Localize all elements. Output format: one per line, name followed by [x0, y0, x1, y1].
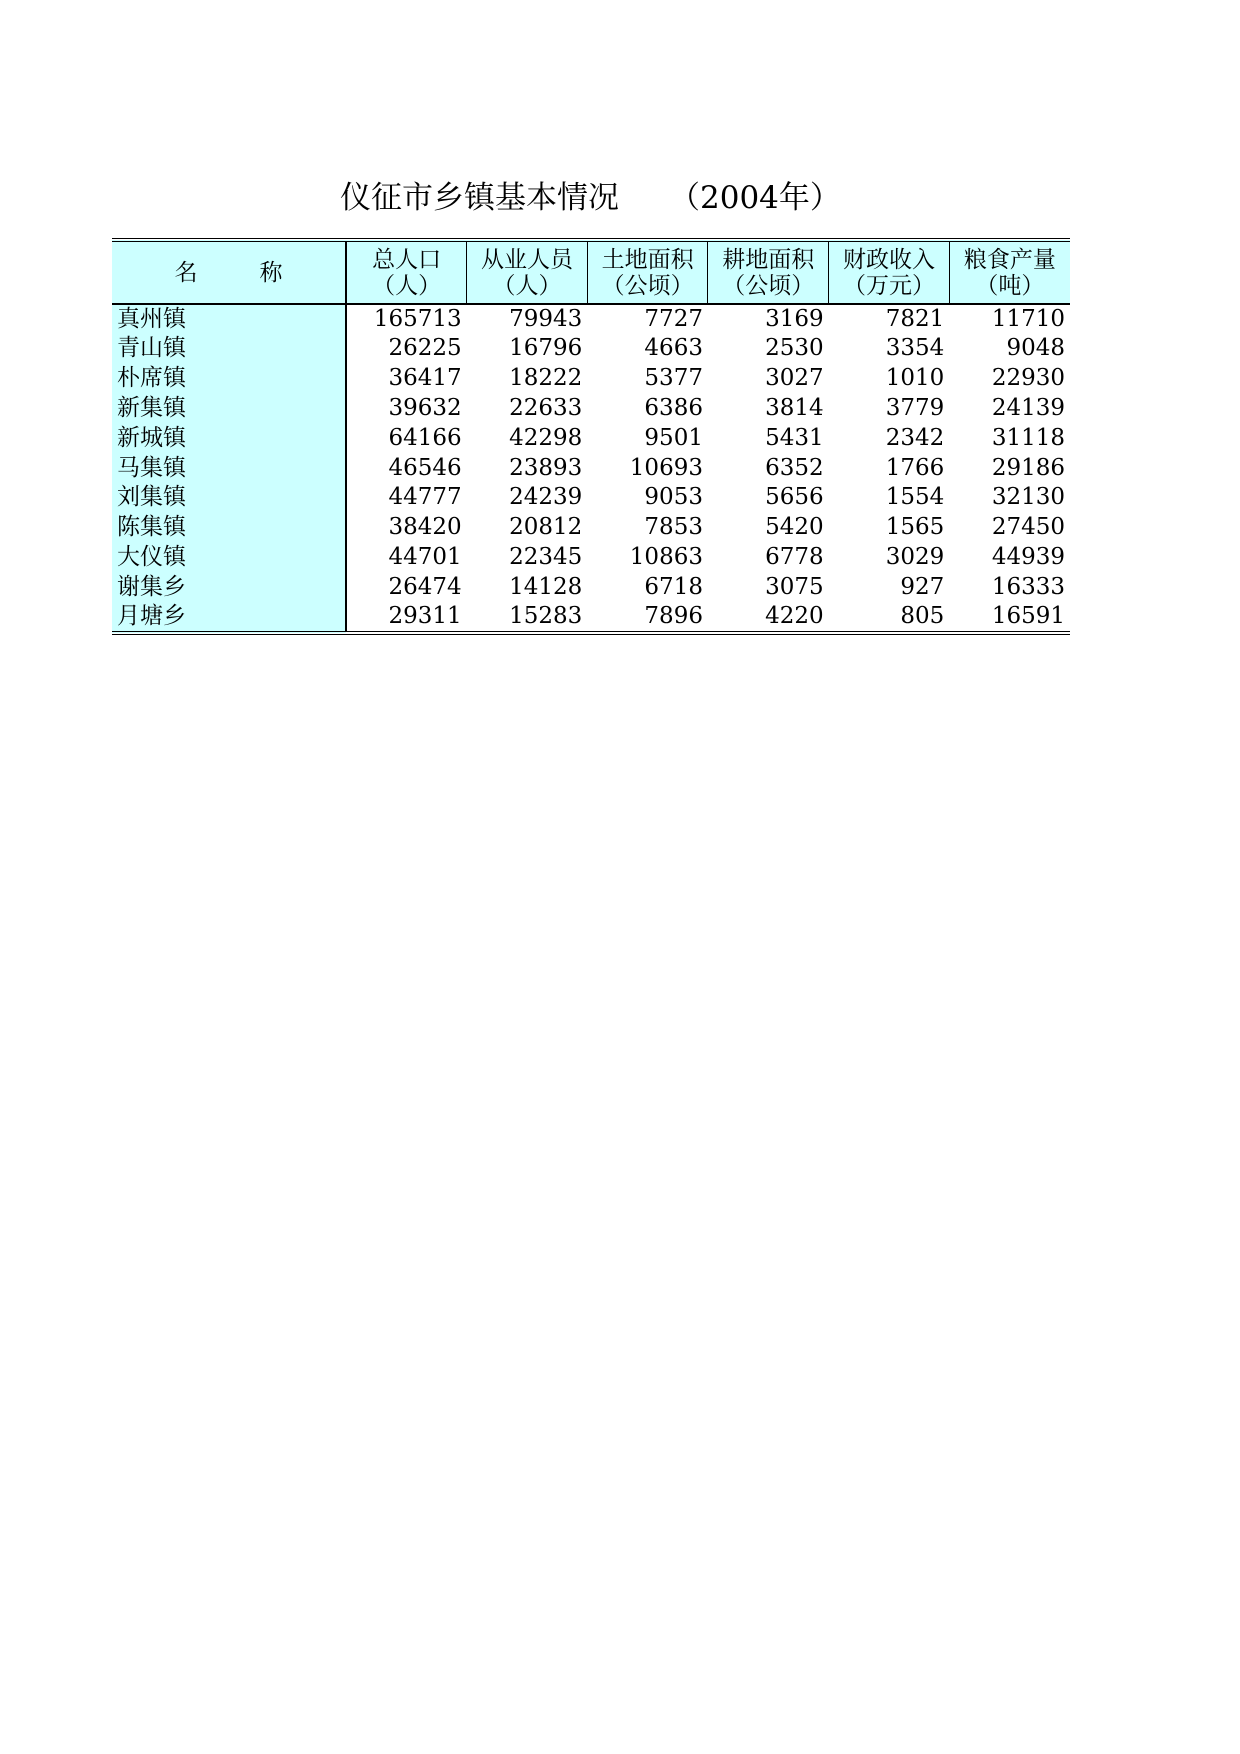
table-row [112, 483, 1070, 513]
township-table [112, 238, 1070, 635]
table-row [112, 304, 1070, 334]
table-row [112, 394, 1070, 424]
table-row [112, 543, 1070, 573]
cell-employed: 16796 [509, 335, 583, 362]
cell-employed: 22345 [509, 543, 583, 570]
header-name-part: 名 [174, 259, 198, 286]
header-label: 总人口 [372, 246, 442, 273]
cell-grain-output: 22930 [991, 365, 1065, 392]
cell-population: 46546 [388, 454, 462, 481]
cell-arable-area: 3814 [765, 394, 824, 421]
cell-land-area: 4663 [644, 335, 703, 362]
table-row [112, 602, 1070, 633]
header-unit: （公顷） [601, 272, 694, 299]
cell-employed: 18222 [509, 365, 583, 392]
cell-grain-output: 32130 [991, 484, 1065, 511]
table-row [112, 423, 1070, 453]
cell-land-area: 9501 [644, 424, 703, 451]
cell-employed: 42298 [509, 424, 583, 451]
header-label: 粮食产量 [963, 246, 1056, 273]
header-employed [467, 240, 588, 304]
header-label: 土地面积 [601, 246, 694, 273]
cell-grain-output: 31118 [991, 424, 1065, 451]
header-unit: （万元） [842, 272, 935, 299]
cell-population: 44777 [388, 484, 462, 511]
cell-arable-area: 4220 [708, 602, 829, 633]
cell-arable-area: 5431 [765, 424, 824, 451]
row-name: 朴席镇 [112, 364, 346, 394]
row-name: 刘集镇 [112, 483, 346, 513]
cell-revenue: 1565 [885, 514, 945, 541]
cell-arable-area: 3075 [765, 573, 824, 600]
cell-arable-area: 3169 [765, 306, 824, 332]
header-revenue [829, 240, 950, 304]
cell-arable-area: 5656 [765, 484, 824, 511]
row-name: 真州镇 [112, 304, 346, 334]
header-row [112, 240, 1070, 304]
cell-land-area: 10693 [629, 454, 703, 481]
header-arable-area [708, 240, 829, 304]
cell-arable-area: 5420 [765, 514, 824, 541]
cell-revenue: 3354 [885, 335, 945, 362]
cell-grain-output: 29186 [991, 454, 1065, 481]
cell-revenue: 1766 [885, 454, 945, 481]
cell-grain-output: 16333 [991, 573, 1065, 600]
cell-revenue: 3029 [885, 543, 945, 570]
cell-employed: 23893 [509, 454, 583, 481]
table-row [112, 572, 1070, 602]
row-name: 月塘乡 [112, 602, 346, 633]
row-name: 新集镇 [112, 394, 346, 424]
header-label: 财政收入 [842, 246, 935, 273]
cell-revenue: 927 [900, 573, 945, 600]
cell-arable-area: 2530 [765, 335, 824, 362]
row-name: 马集镇 [112, 453, 346, 483]
cell-land-area: 6718 [644, 573, 703, 600]
cell-revenue: 805 [829, 602, 950, 633]
row-name: 青山镇 [112, 334, 346, 364]
cell-employed: 14128 [509, 573, 583, 600]
header-name [112, 240, 346, 304]
cell-revenue: 7821 [885, 306, 945, 332]
cell-population: 165713 [373, 306, 462, 332]
cell-grain-output: 27450 [991, 514, 1065, 541]
cell-population: 26225 [388, 335, 462, 362]
cell-employed: 20812 [509, 514, 583, 541]
document-title [340, 172, 841, 217]
cell-employed: 15283 [467, 602, 588, 633]
cell-land-area: 7853 [644, 514, 703, 541]
cell-revenue: 2342 [885, 424, 945, 451]
cell-employed: 79943 [509, 306, 583, 332]
row-name: 大仪镇 [112, 543, 346, 573]
table-row [112, 334, 1070, 364]
cell-grain-output: 44939 [991, 543, 1065, 570]
cell-grain-output: 16591 [949, 602, 1070, 633]
title-text: 仪征市乡镇基本情况 [340, 180, 619, 216]
header-population [346, 240, 467, 304]
row-name: 陈集镇 [112, 513, 346, 543]
header-grain-output [949, 240, 1070, 304]
header-unit: （人） [492, 272, 562, 299]
cell-population: 44701 [388, 543, 462, 570]
cell-employed: 22633 [509, 394, 583, 421]
row-name: 新城镇 [112, 423, 346, 453]
table-row [112, 364, 1070, 394]
header-name-part: 称 [259, 259, 283, 286]
table-body [112, 304, 1070, 633]
cell-revenue: 1554 [885, 484, 945, 511]
header-label: 耕地面积 [722, 246, 815, 273]
cell-arable-area: 6352 [765, 454, 824, 481]
header-unit: （吨） [975, 272, 1045, 299]
cell-population: 39632 [388, 394, 462, 421]
table-row [112, 453, 1070, 483]
header-land-area [587, 240, 708, 304]
cell-land-area: 7896 [587, 602, 708, 633]
cell-arable-area: 6778 [765, 543, 824, 570]
cell-land-area: 10863 [629, 543, 703, 570]
cell-population: 36417 [388, 365, 462, 392]
cell-land-area: 9053 [644, 484, 703, 511]
cell-land-area: 6386 [644, 394, 703, 421]
header-label: 从业人员 [480, 246, 573, 273]
cell-land-area: 5377 [644, 365, 703, 392]
cell-grain-output: 24139 [991, 394, 1065, 421]
cell-population: 38420 [388, 514, 462, 541]
table-header [112, 240, 1070, 304]
cell-revenue: 1010 [885, 365, 945, 392]
header-unit: （人） [372, 272, 442, 299]
header-unit: （公顷） [722, 272, 815, 299]
cell-population: 64166 [388, 424, 462, 451]
table-row [112, 513, 1070, 543]
cell-grain-output: 9048 [1006, 335, 1065, 362]
cell-land-area: 7727 [644, 306, 703, 332]
cell-population: 29311 [346, 602, 467, 633]
cell-employed: 24239 [509, 484, 583, 511]
row-name: 谢集乡 [112, 572, 346, 602]
cell-revenue: 3779 [885, 394, 945, 421]
cell-arable-area: 3027 [765, 365, 824, 392]
cell-grain-output: 11710 [991, 306, 1065, 332]
cell-population: 26474 [388, 573, 462, 600]
title-year: （2004年） [669, 180, 841, 216]
